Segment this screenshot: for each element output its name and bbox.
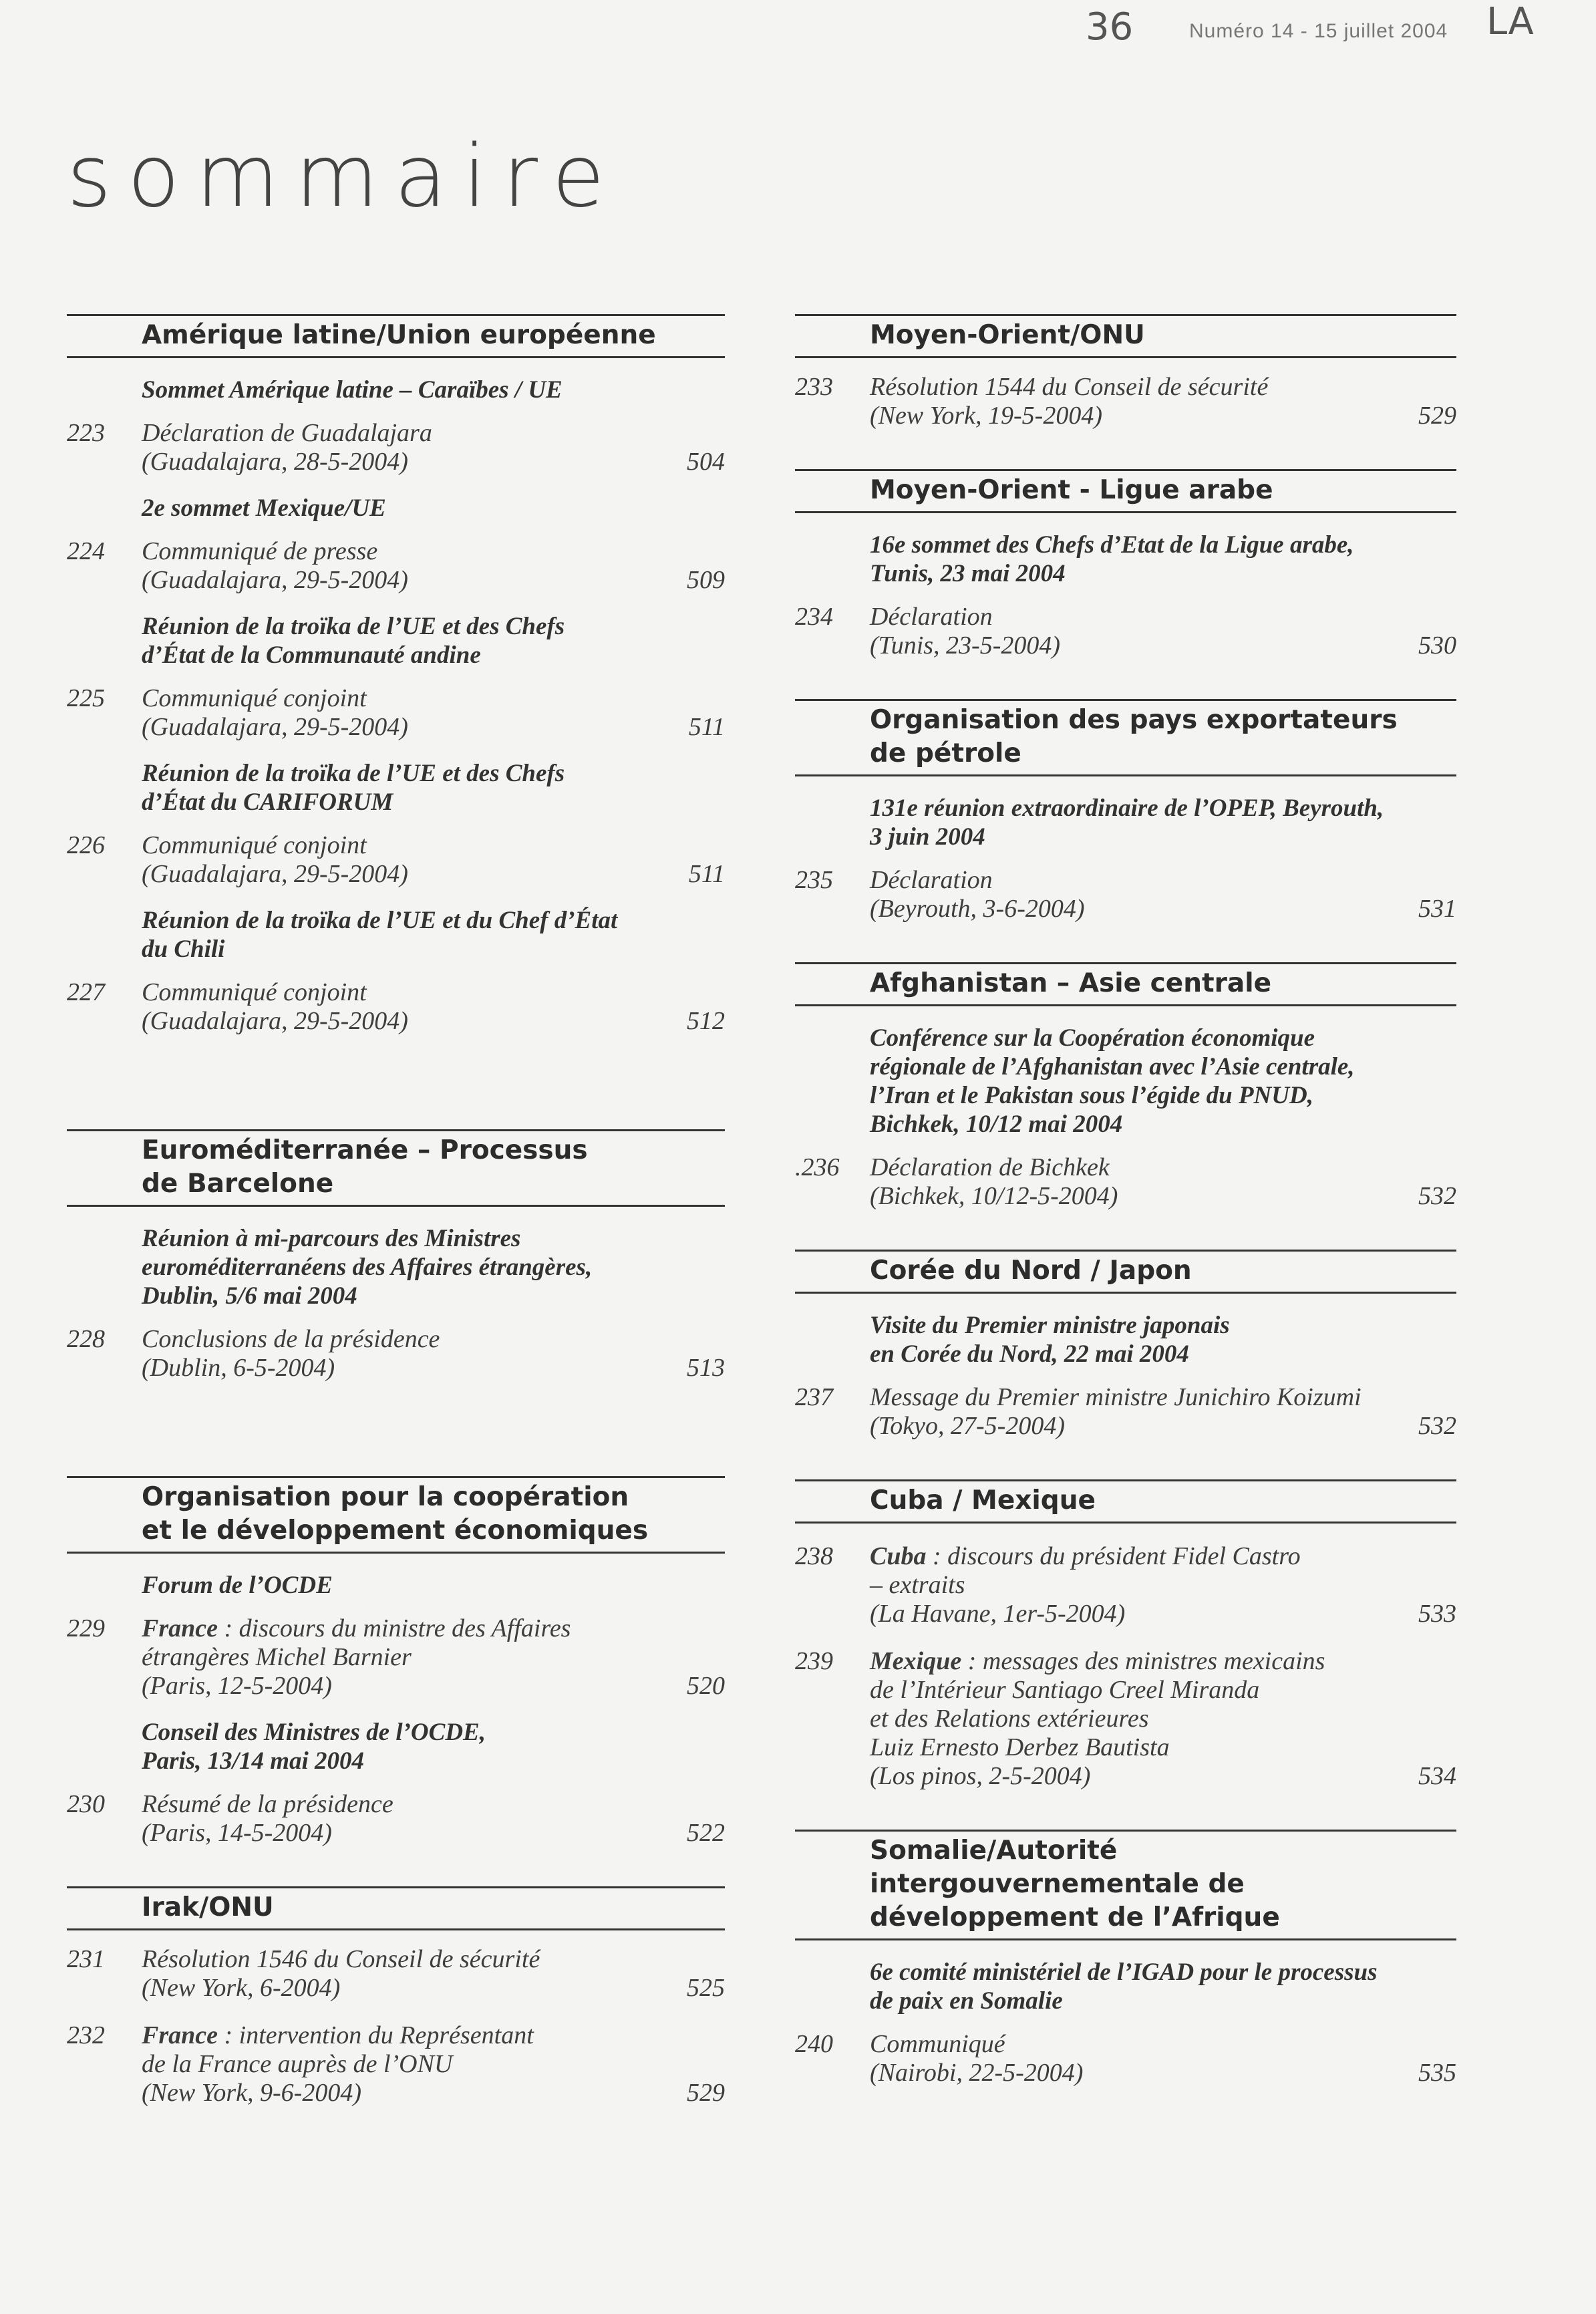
entry-233: 233 Résolution 1544 du Conseil de sécurité (New York, 19-5-2004) 529 — [795, 373, 1456, 430]
entry-225: 225 Communiqué conjoint (Guadalajara, 29-5-2004) 511 — [67, 684, 725, 741]
section-heading: Irak/ONU — [67, 1886, 725, 1930]
event-title: Conseil des Ministres de l’OCDE, Paris, 13/14 mai 2004 — [142, 1719, 486, 1775]
entry-224: 224 Communiqué de presse (Guadalajara, 29-5-2004) 509 — [67, 537, 725, 594]
handwritten-mark: LA — [1486, 0, 1534, 43]
section-irak-onu — [67, 1886, 725, 2108]
event-title: Réunion à mi-parcours des Ministres euroméditerranéens des Affaires étrangères, Dublin, 5/6 mai 2004 — [142, 1225, 593, 1310]
entry-227: 227 Communiqué conjoint (Guadalajara, 29-5-2004) 512 — [67, 978, 725, 1035]
section-coree-japon — [795, 1250, 1456, 1441]
section-heading: Euroméditerranée – Processus de Barcelone — [67, 1129, 725, 1207]
event-title: Réunion de la troïka de l’UE et des Chefs d’État de la Communauté andine — [142, 613, 565, 669]
event-title: 6e comité ministériel de l’IGAD pour le processus de paix en Somalie — [870, 1959, 1378, 2015]
event-title: Réunion de la troïka de l’UE et du Chef d’État du Chili — [142, 907, 618, 963]
entry-232: 232 France : intervention du Représentant de la France auprès de l’ONU (New York, 9-6-2004) 529 — [67, 2021, 725, 2107]
entry-228: 228 Conclusions de la présidence (Dublin, 6-5-2004) 513 — [67, 1325, 725, 1382]
section-somalie-igad — [795, 1830, 1456, 2087]
section-heading: Organisation pour la coopération et le développement économiques — [67, 1476, 725, 1554]
event-title: Forum de l’OCDE — [142, 1572, 333, 1599]
section-opep — [795, 699, 1456, 923]
right-column — [795, 314, 1456, 2087]
event-title: 131e réunion extraordinaire de l’OPEP, Beyrouth, 3 juin 2004 — [870, 794, 1384, 851]
page-title: sommaire — [67, 127, 621, 227]
event-title: 2e sommet Mexique/UE — [142, 494, 386, 522]
event-title: 16e sommet des Chefs d’Etat de la Ligue arabe, Tunis, 23 mai 2004 — [870, 531, 1354, 587]
entry-237: 237 Message du Premier ministre Junichiro Koizumi (Tokyo, 27-5-2004) 532 — [795, 1383, 1456, 1440]
entry-231: 231 Résolution 1546 du Conseil de sécurité (New York, 6-2004) 525 — [67, 1945, 725, 2002]
section-ocde — [67, 1476, 725, 1848]
event-title: Sommet Amérique latine – Caraïbes / UE — [142, 376, 563, 404]
section-moyen-orient-onu — [795, 314, 1456, 430]
section-afghanistan — [795, 962, 1456, 1211]
section-ligue-arabe — [795, 469, 1456, 660]
section-heading: Amérique latine/Union européenne — [67, 314, 725, 358]
event-title: Réunion de la troïka de l’UE et des Chefs d’État du CARIFORUM — [142, 760, 565, 816]
issue-number: Numéro 14 - 15 juillet 2004 — [1189, 20, 1448, 42]
section-heading: Somalie/Autorité intergouvernementale de développement de l’Afrique — [795, 1830, 1456, 1940]
entry-230: 230 Résumé de la présidence (Paris, 14-5-2004) 522 — [67, 1790, 725, 1847]
entry-229: 229 France : discours du ministre des Affaires étrangères Michel Barnier (Paris, 12-5-2004) 520 — [67, 1614, 725, 1700]
handwritten-page-number: 36 — [1086, 5, 1134, 49]
entry-238: 238 Cuba : discours du président Fidel Castro – extraits (La Havane, 1er-5-2004) 533 — [795, 1542, 1456, 1628]
entry-239: 239 Mexique : messages des ministres mexicains de l’Intérieur Santiago Creel Miranda et des Relations extérieures Luiz Ernesto Derbez Bautista (Los pinos, 2-5-2004) 534 — [795, 1647, 1456, 1790]
entry-235: 235 Déclaration (Beyrouth, 3-6-2004) 531 — [795, 866, 1456, 923]
section-cuba-mexique — [795, 1479, 1456, 1791]
section-heading: Organisation des pays exportateurs de pétrole — [795, 699, 1456, 776]
section-heading: Cuba / Mexique — [795, 1479, 1456, 1524]
event-title: Conférence sur la Coopération économique régionale de l’Afghanistan avec l’Asie centrale, l’Iran et le Pakistan sous l’égide du PNUD, Bichkek, 10/12 mai 2004 — [870, 1024, 1355, 1138]
entry-236: .236 Déclaration de Bichkek (Bichkek, 10/12-5-2004) 532 — [795, 1153, 1456, 1210]
section-euromediterranee — [67, 1129, 725, 1383]
section-heading: Moyen-Orient/ONU — [795, 314, 1456, 358]
section-heading: Afghanistan – Asie centrale — [795, 962, 1456, 1006]
entry-234: 234 Déclaration (Tunis, 23-5-2004) 530 — [795, 603, 1456, 660]
event-title: Visite du Premier ministre japonais en Corée du Nord, 22 mai 2004 — [870, 1312, 1230, 1368]
section-heading: Corée du Nord / Japon — [795, 1250, 1456, 1294]
entry-223: 223 Déclaration de Guadalajara (Guadalajara, 28-5-2004) 504 — [67, 419, 725, 476]
left-column — [67, 314, 725, 2108]
section-amerique-latine — [67, 314, 725, 1036]
entry-240: 240 Communiqué (Nairobi, 22-5-2004) 535 — [795, 2030, 1456, 2087]
section-heading: Moyen-Orient - Ligue arabe — [795, 469, 1456, 513]
entry-226: 226 Communiqué conjoint (Guadalajara, 29-5-2004) 511 — [67, 831, 725, 888]
